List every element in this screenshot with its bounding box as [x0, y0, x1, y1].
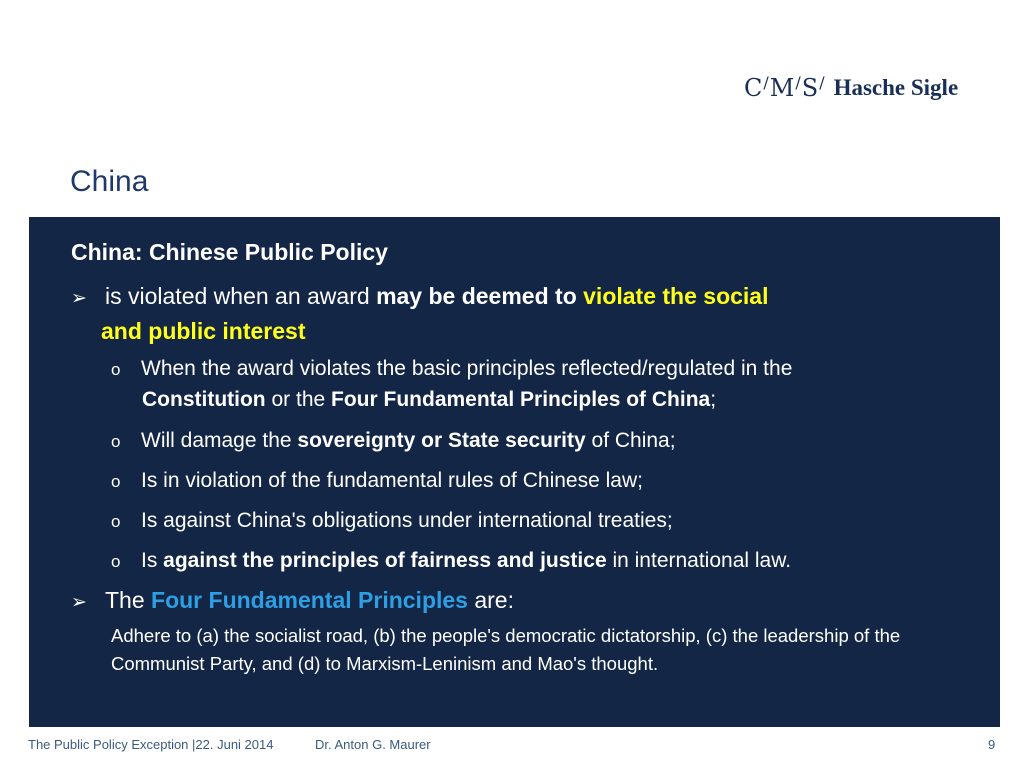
section-heading: China: Chinese Public Policy: [71, 239, 388, 265]
arrow-bullet-icon: ➢: [71, 592, 87, 613]
circle-bullet-icon: o: [111, 432, 121, 451]
circle-bullet-icon: o: [111, 552, 121, 571]
logo-firm-name: Hasche Sigle: [833, 75, 959, 100]
content-panel: [29, 217, 1000, 727]
page-title: China: [70, 165, 149, 198]
bullet-four-principles: ➢ The Four Fundamental Principles are:: [71, 584, 514, 619]
arrow-bullet-icon: ➢: [71, 288, 87, 309]
sub-bullet-chinese-law: o Is in violation of the fundamental rules of Chinese law;: [111, 466, 951, 497]
sub-bullet-treaties: o Is against China's obligations under international treaties;: [111, 506, 951, 537]
sub-bullet-fairness: o Is against the principles of fairness and justice in international law.: [111, 546, 951, 577]
principles-paragraph: Adhere to (a) the socialist road, (b) the people's democratic dictatorship, (c) the leadership of the Communist Party, and (d) to Marxism-Leninism and Mao's thought.: [111, 625, 901, 674]
page-number: 9: [988, 737, 996, 752]
bullet-public-interest: ➢ is violated when an award may be deemed to violate the social and public interest: [71, 283, 769, 344]
sub-bullet-constitution: o When the award violates the basic principles reflected/regulated in the Constitution or the Four Fundamental Principles of China;: [111, 357, 793, 411]
circle-bullet-icon: o: [111, 360, 121, 379]
sub-bullet-sovereignty: o Will damage the sovereignty or State security of China;: [111, 426, 951, 457]
footer-author: Dr. Anton G. Maurer: [315, 737, 431, 752]
footer-presentation-title: The Public Policy Exception |22. Juni 2014: [28, 737, 274, 752]
logo-cms: C/M/S/: [744, 73, 825, 102]
cms-hasche-sigle-logo: [744, 70, 958, 106]
circle-bullet-icon: o: [111, 472, 121, 491]
circle-bullet-icon: o: [111, 512, 121, 531]
